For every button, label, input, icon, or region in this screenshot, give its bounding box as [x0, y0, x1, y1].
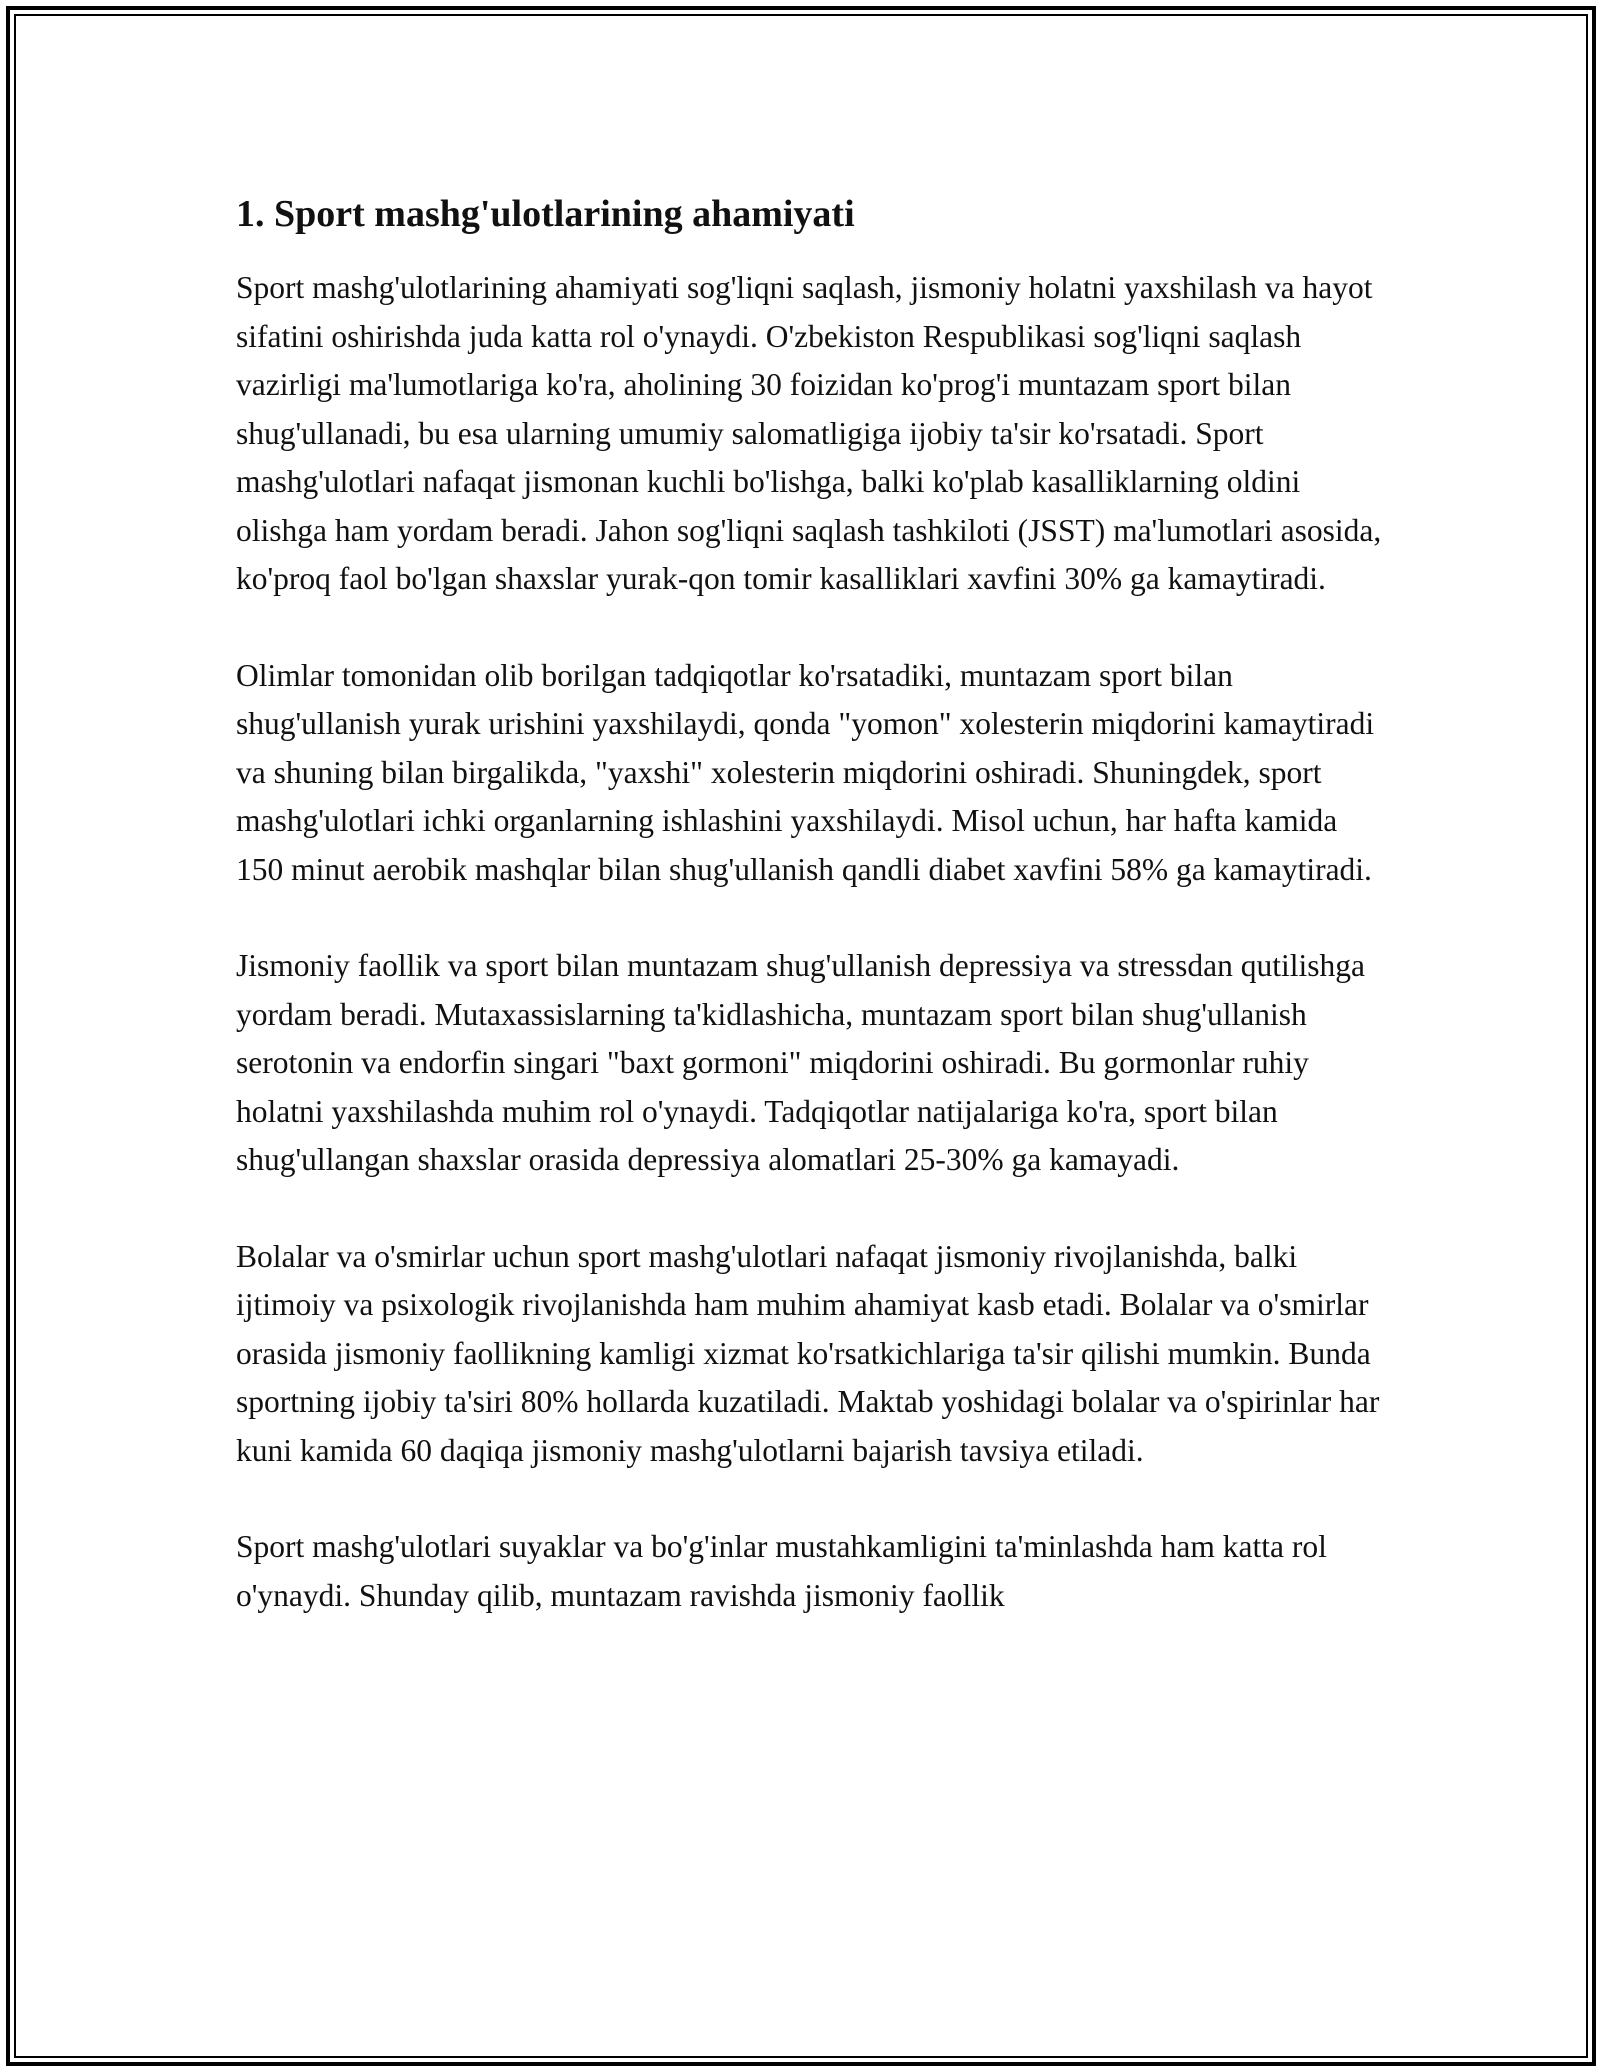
paragraph-3: Jismoniy faollik va sport bilan muntazam shug'ullanish depressiya va stressdan qutilishga yordam beradi. Mutaxassislarning ta'kidlashicha, muntazam sport bilan shug'ullanish serotonin va endorfin singari "baxt gormoni" miqdorini oshiradi. Bu gormonlar ruhiy holatni yaxshilashda muhim rol o'ynaydi. Tadqiqotlar natijalariga ko'ra, sport bilan shug'ullangan shaxslar orasida depressiya alomatlari 25-30% ga kamayadi. [236, 948, 1366, 1177]
paragraph-4: Bolalar va o'smirlar uchun sport mashg'ulotlari nafaqat jismoniy rivojlanishda, balki ijtimoiy va psixologik rivojlanishda ham muhim ahamiyat kasb etadi. Bolalar va o'smirlar orasida jismoniy faollikning kamligi xizmat ko'rsatkichlariga ta'sir qilishi mumkin. Bunda sportning ijobiy ta'siri 80% hollarda kuzatiladi. Maktab yoshidagi bolalar va o'spirinlar har kuni kamida 60 daqiqa jismoniy mashg'ulotlarni bajarish tavsiya etiladi. [236, 1238, 1380, 1468]
document-body [236, 186, 1386, 1668]
section-heading: 1. Sport mashg'ulotlarining ahamiyati [236, 193, 855, 235]
paragraph-1: Sport mashg'ulotlarining ahamiyati sog'liqni saqlash, jismoniy holatni yaxshilash va hayot sifatini oshirishda juda katta rol o'ynaydi. O'zbekiston Respublikasi sog'liqni saqlash vazirligi ma'lumotlariga ko'ra, aholining 30 foizidan ko'prog'i muntazam sport bilan shug'ullanadi, bu esa ularning umumiy salomatligiga ijobiy ta'sir ko'rsatadi. Sport mashg'ulotlari nafaqat jismonan kuchli bo'lishga, balki ko'plab kasalliklarning oldini olishga ham yordam beradi. Jahon sog'liqni saqlash tashkiloti (JSST) ma'lumotlari asosida, ko'proq faol bo'lgan shaxslar yurak-qon tomir kasalliklari xavfini 30% ga kamaytiradi. [236, 270, 1382, 596]
paragraph-2: Olimlar tomonidan olib borilgan tadqiqotlar ko'rsatadiki, muntazam sport bilan shug'ullanish yurak urishini yaxshilaydi, qonda "yomon" xolesterin miqdorini kamaytiradi va shuning bilan birgalikda, "yaxshi" xolesterin miqdorini oshiradi. Shuningdek, sport mashg'ulotlari ichki organlarning ishlashini yaxshilaydi. Misol uchun, har hafta kamida 150 minut aerobik mashqlar bilan shug'ullanish qandli diabet xavfini 58% ga kamaytiradi. [236, 657, 1375, 887]
paragraph-5: Sport mashg'ulotlari suyaklar va bo'g'inlar mustahkamligini ta'minlashda ham katta rol o'ynaydi. Shunday qilib, muntazam ravishda jismoniy faollik [236, 1529, 1327, 1613]
